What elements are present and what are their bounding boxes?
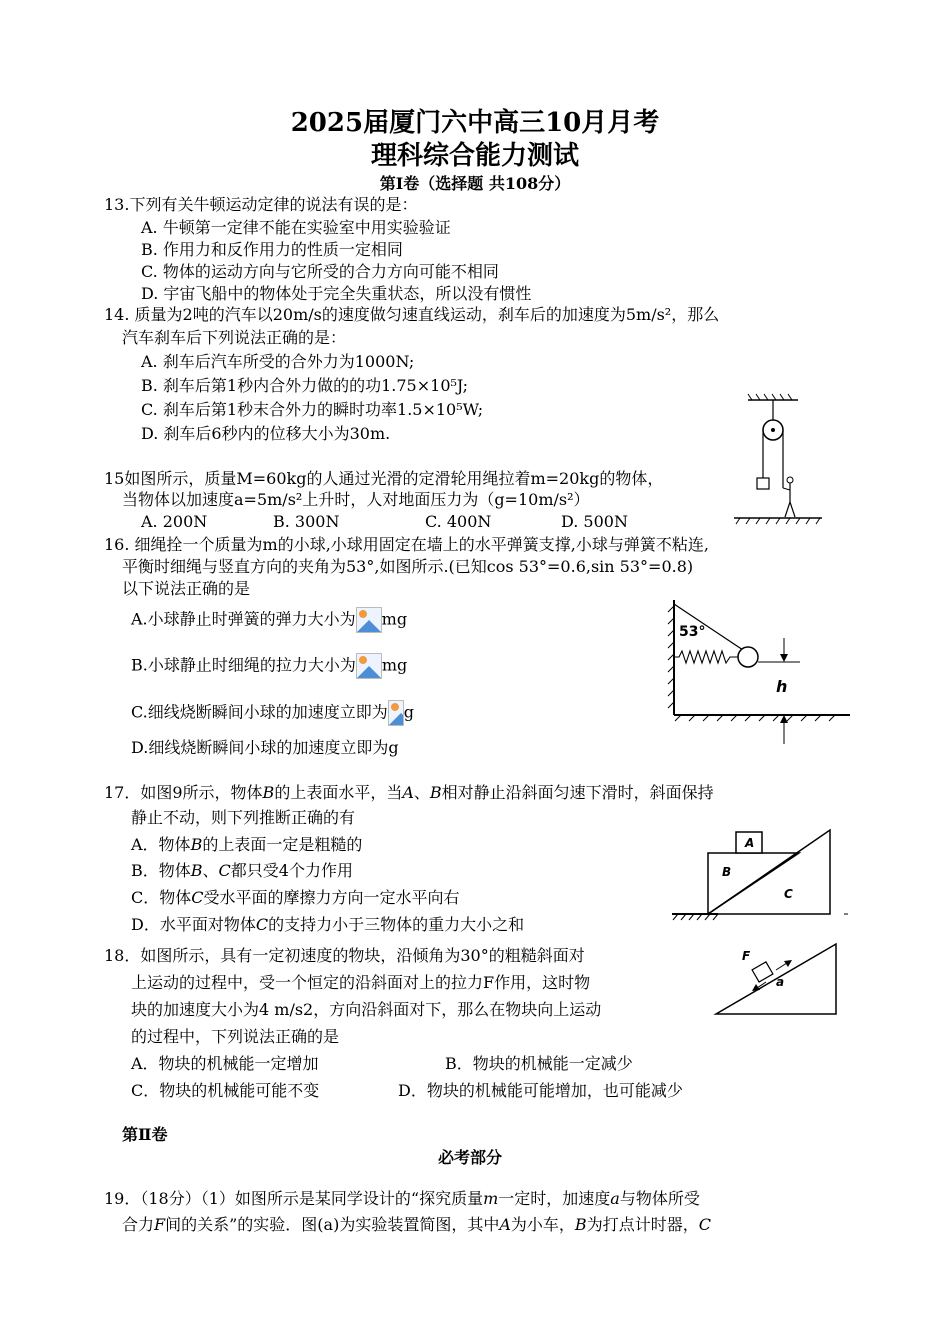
q16-height-label: h: [776, 677, 788, 696]
q17-stem-line1: [104, 783, 714, 803]
q19-text: 合力: [122, 1215, 155, 1234]
q18-option-c: C．物块的机械能可能不变: [131, 1081, 320, 1100]
q13-option-c: C. 物体的运动方向与它所受的合力方向可能不相同: [141, 262, 499, 281]
q18-stem-line2: 上运动的过程中，受一个恒定的沿斜面对上的拉力F作用，这时物: [131, 973, 591, 992]
q17-var-b: B: [190, 861, 203, 880]
section-one-heading: 第Ⅰ卷（选择题 共108分）: [379, 174, 571, 193]
q17-var-b: B: [190, 835, 203, 854]
q16-stem-line3: 以下说法正确的是: [122, 579, 251, 598]
q19-var-b: B: [574, 1215, 587, 1234]
q17-option-b: [131, 861, 353, 881]
q17-var-a: A: [402, 783, 414, 802]
q14-option-d: D. 刹车后6秒内的位移大小为30m.: [141, 424, 391, 443]
q17-option-d: [131, 915, 524, 935]
q17-var-b: B: [262, 783, 275, 802]
q15-option-c: C. 400N: [425, 512, 492, 531]
q15-stem-line1: 15如图所示，质量M=60kg的人通过光滑的定滑轮用绳拉着m=20kg的物体，: [104, 469, 664, 488]
q18-stem-line1: 18．如图所示，具有一定初速度的物块，沿倾角为30°的粗糙斜面对: [104, 946, 585, 965]
q19-text: 19．（18分）（1）如图所示是某同学设计的“探究质量: [104, 1189, 484, 1208]
q18-stem-line4: 的过程中，下列说法正确的是: [131, 1027, 340, 1046]
q16-option-a: [131, 607, 407, 633]
q17-option-a-text: A．物体: [131, 835, 191, 854]
q19-var-m: m: [483, 1189, 499, 1208]
q19-line1: [104, 1189, 700, 1209]
q17-stem-text: 、: [413, 783, 430, 802]
q17-option-c-text: 受水平面的摩擦力方向一定水平向右: [203, 888, 460, 907]
q18-option-d: D．物块的机械能可能增加，也可能减少: [398, 1081, 683, 1100]
q18-option-b: B．物块的机械能一定减少: [445, 1054, 633, 1073]
q16-option-c: [131, 700, 414, 726]
q15-stem-line2: 当物体以加速度a=5m/s²上升时，人对地面压力为（g=10m/s²）: [122, 490, 590, 509]
q13-stem: 13.下列有关牛顿运动定律的说法有误的是：: [104, 195, 418, 214]
q13-option-b: B. 作用力和反作用力的性质一定相同: [141, 240, 403, 259]
q16-option-a-text: A.小球静止时弹簧的弹力大小为: [131, 609, 356, 629]
q14-option-b: B. 刹车后第1秒内合外力做的的功1.75×10⁵J;: [141, 376, 469, 395]
q19-text: 间的关系”的实验．图(a)为实验装置简图，其中: [165, 1215, 500, 1234]
q17-option-a: [131, 835, 362, 855]
q13-option-d: D. 宇宙飞船中的物体处于完全失重状态，所以没有惯性: [141, 284, 532, 303]
q17-option-d-text: 的支持力小于三物体的重力大小之和: [268, 915, 525, 934]
q14-option-c: C. 刹车后第1秒末合外力的瞬时功率1.5×10⁵W;: [141, 400, 484, 419]
q16-option-b: [131, 653, 407, 679]
q17-option-c: [131, 888, 460, 908]
q16-option-b-unit: mg: [381, 655, 408, 675]
part2-subtitle: 必考部分: [438, 1148, 503, 1167]
q19-text: 一定时，加速度: [498, 1189, 611, 1208]
q16-option-d: D.细线烧断瞬间小球的加速度立即为g: [131, 738, 399, 757]
q17-option-c-text: C．物体: [131, 888, 192, 907]
q18-option-a: A．物块的机械能一定增加: [131, 1054, 319, 1073]
q16-spring-figure: [665, 598, 855, 748]
q16-option-b-text: B.小球静止时细绳的拉力大小为: [131, 655, 356, 675]
q19-var-a-cap: A: [499, 1215, 511, 1234]
q17-label-a: A: [745, 836, 755, 850]
q17-stem-line2: 静止不动，则下列推断正确的有: [131, 808, 356, 827]
q15-option-d: D. 500N: [561, 512, 628, 531]
q16-option-c-text: C.细线烧断瞬间小球的加速度立即为: [131, 702, 388, 722]
q17-label-c: C: [784, 887, 793, 901]
exam-title: 2025届厦门六中高三10月月考: [290, 108, 660, 138]
q16-stem-line1: 16. 细绳拴一个质量为m的小球,小球用固定在墙上的水平弹簧支撑,小球与弹簧不粘连,: [104, 535, 709, 554]
fraction-image-icon: [356, 607, 382, 633]
q14-stem-line2: 汽车刹车后下列说法正确的是：: [122, 328, 347, 347]
fraction-image-icon: [388, 700, 404, 726]
q19-var-f: F: [154, 1215, 166, 1234]
q17-var-c: C: [255, 915, 269, 934]
q17-option-d-text: D．水平面对物体: [131, 915, 256, 934]
q13-option-a: A. 牛顿第一定律不能在实验室中用实验验证: [141, 218, 451, 237]
q17-stem-text: 的上表面水平，当: [274, 783, 403, 802]
q16-angle-label: 53°: [679, 624, 706, 640]
q15-option-b: B. 300N: [273, 512, 340, 531]
exam-subtitle: 理科综合能力测试: [370, 141, 579, 171]
q16-option-a-unit: mg: [381, 609, 408, 629]
q19-text: 为打点计时器，: [586, 1215, 699, 1234]
part2-title: 第Ⅱ卷: [122, 1125, 168, 1144]
q17-stem-text: 相对静止沿斜面匀速下滑时，斜面保持: [441, 783, 714, 802]
q19-var-c: C: [698, 1215, 711, 1234]
q15-option-a: A. 200N: [141, 512, 208, 531]
q16-option-c-unit: g: [403, 702, 415, 722]
q16-stem-line2: 平衡时细绳与竖直方向的夹角为53°,如图所示.(已知cos 53°=0.6,sin 53°=0.8): [122, 557, 694, 576]
q17-var-c: C: [218, 861, 231, 880]
q15-pulley-figure: [728, 392, 828, 528]
q19-text: 为小车，: [510, 1215, 575, 1234]
q14-stem-line1: 14. 质量为2吨的汽车以20m/s的速度做匀速直线运动，刹车后的加速度为5m/s²，那么: [104, 305, 720, 324]
q14-option-a: A. 刹车后汽车所受的合外力为1000N;: [141, 352, 415, 371]
q17-option-a-text: 的上表面一定是粗糙的: [202, 835, 363, 854]
q18-force-label: F: [742, 949, 751, 963]
q19-var-a: a: [610, 1189, 620, 1208]
q17-option-b-text: B．物体: [131, 861, 191, 880]
q17-incline-figure: [670, 828, 850, 930]
q18-accel-label: a: [776, 975, 785, 989]
q19-text: 与物体所受: [619, 1189, 700, 1208]
q17-option-b-text: 都只受4个力作用: [230, 861, 353, 880]
q17-var-c: C: [191, 888, 204, 907]
q17-var-b: B: [429, 783, 442, 802]
q17-label-b: B: [722, 865, 732, 879]
q18-incline-figure: [712, 938, 852, 1018]
q19-line2: [122, 1215, 711, 1235]
q18-stem-line3: 块的加速度大小为4 m/s2，方向沿斜面对下，那么在物块向上运动: [131, 1000, 602, 1019]
q17-stem-text: 17．如图9所示，物体: [104, 783, 263, 802]
q17-option-b-text: 、: [202, 861, 219, 880]
fraction-image-icon: [356, 653, 382, 679]
